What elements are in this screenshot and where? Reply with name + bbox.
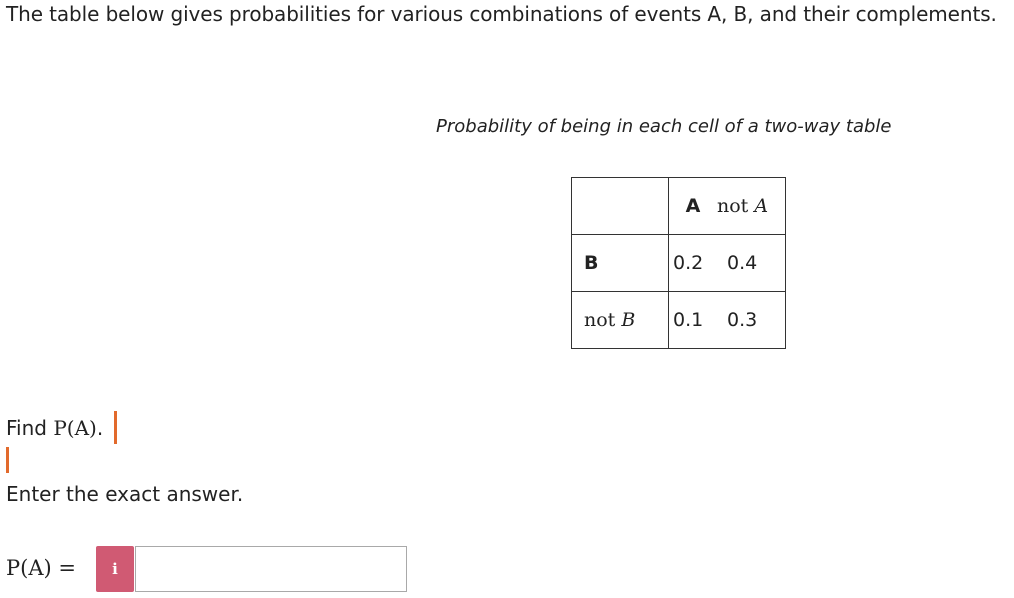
col-header-not-a-var: A [754,195,769,217]
table-corner-cell [572,178,669,235]
table-caption: Probability of being in each cell of a two-way table [436,116,892,137]
row-header-not-b-var: B [621,309,636,331]
two-way-table [571,177,786,349]
text-cursor-marker [114,411,117,444]
intro-text: The table below gives probabilities for various combinations of events A, B, and their complements. [6,2,997,26]
answer-input[interactable] [135,546,407,592]
table-header-row [572,178,786,235]
cell-not-b-a: 0.1 [669,292,714,349]
row-header-not-b [572,292,669,349]
col-header-not-a-prefix: not [717,195,755,217]
col-header-a: A [685,195,701,217]
info-button[interactable] [96,546,134,592]
row-header-b-var: B [584,252,599,274]
cell-b-not-a: 0.4 [713,235,786,292]
cell-not-b-not-a: 0.3 [713,292,786,349]
table-row [572,292,786,349]
question-prefix: Find [6,416,54,440]
instruction-text: Enter the exact answer. [6,482,244,506]
info-icon: i [112,560,118,578]
cell-b-a: 0.2 [669,235,714,292]
table-row [572,235,786,292]
text-cursor-marker [6,447,9,473]
row-header-not-b-prefix: not [584,309,622,331]
question-suffix: . [96,416,104,440]
question-expr: P(A) [53,416,97,440]
col-header-not-a [713,178,786,235]
row-header-b [572,235,669,292]
answer-label: P(A) = [6,556,76,580]
question-text [6,416,103,440]
